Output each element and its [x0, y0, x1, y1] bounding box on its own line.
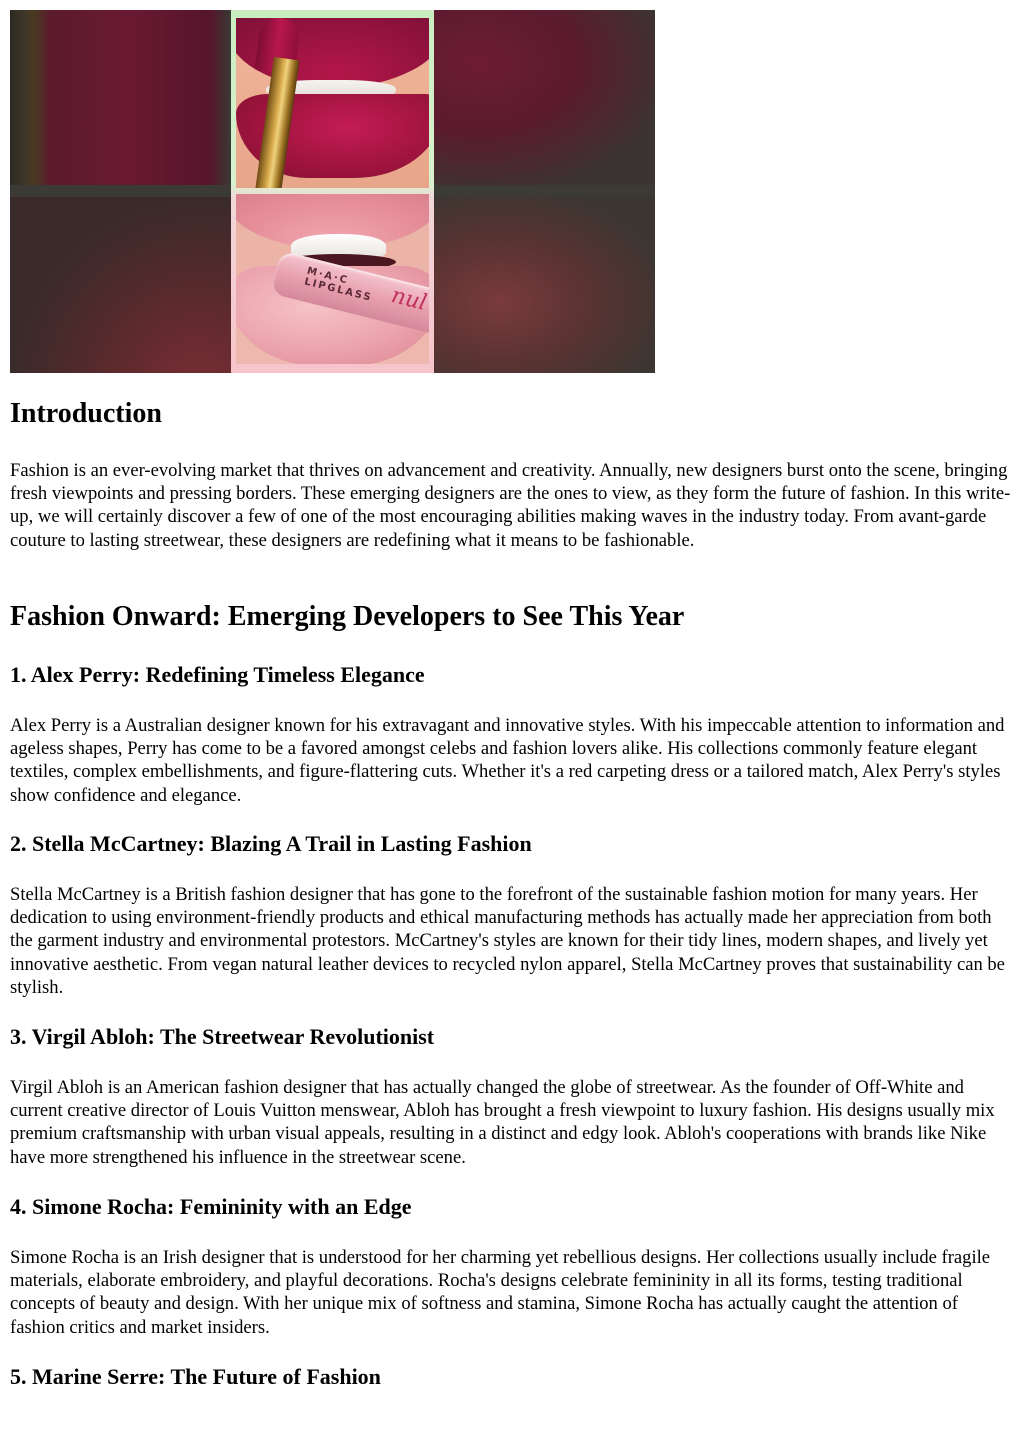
collage-right-panel [434, 10, 655, 373]
introduction-paragraph: Fashion is an ever-evolving market that thrives on advancement and creativity. Annually, new designers burst onto the scene, bringing fresh viewpoints and pressing borders. These emerging designers are the ones to view, as they form the future of fashion. In this write-up, we will certainly discover a few of one of the most encouraging abilities making waves in the industry today. From avant-garde couture to lasting streetwear, these designers are redefining what it means to be fashionable. [10, 460, 1011, 551]
lipgloss-script-text: nul [388, 283, 429, 316]
collage-center-panel [231, 10, 434, 373]
designer-2-paragraph: Stella McCartney is a British fashion designer that has gone to the forefront of the sustainable fashion motion for many years. Her dedication to using environment-friendly products and ethical manufacturing methods has actually made her appreciation from both the garment industry and environmental protestors. McCartney's styles are known for their tidy lines, modern shapes, and lively yet innovative aesthetic. From vegan natural leather devices to recycled nylon apparel, Stella McCartney proves that sustainability can be stylish. [10, 884, 1005, 998]
designer-1-heading: 1. Alex Perry: Redefining Timeless Elegance [10, 662, 425, 687]
collage-left-panel [10, 10, 231, 373]
article-page [10, 10, 1014, 1389]
lips-collage-image [10, 10, 655, 373]
lipgloss-photo [236, 194, 429, 364]
lipstick-photo [236, 18, 429, 188]
introduction-heading: Introduction [10, 398, 162, 429]
designer-3-paragraph: Virgil Abloh is an American fashion designer that has actually changed the globe of streetwear. As the founder of Off-White and current creative director of Louis Vuitton menswear, Abloh has brought a fresh viewpoint to luxury fashion. His designs usually mix premium craftsmanship with urban visual appeals, resulting in a distinct and edgy look. Abloh's cooperations with brands like Nike have more strengthened his influence in the streetwear scene. [10, 1077, 995, 1168]
designer-5-heading: 5. Marine Serre: The Future of Fashion [10, 1364, 381, 1389]
lipgloss-brand-text: M·A·C LIPGLASS [303, 265, 374, 304]
designer-1-paragraph: Alex Perry is a Australian designer known for his extravagant and innovative styles. With his impeccable attention to information and ageless shapes, Perry has come to be a favored amongst celebs and fashion lovers alike. His collections commonly feature elegant textiles, complex embellishments, and figure-flattering cuts. Whether it's a red carpeting dress or a tailored match, Alex Perry's styles show confidence and elegance. [10, 715, 1005, 806]
designer-4-heading: 4. Simone Rocha: Femininity with an Edge [10, 1194, 412, 1219]
designer-4-paragraph: Simone Rocha is an Irish designer that is understood for her charming yet rebellious designs. Her collections usually include fragile materials, elaborate embroidery, and playful decorations. Rocha's designs celebrate femininity in all its forms, testing traditional concepts of beauty and design. With her unique mix of softness and stamina, Simone Rocha has actually caught the attention of fashion critics and market insiders. [10, 1247, 991, 1338]
designer-2-heading: 2. Stella McCartney: Blazing A Trail in Lasting Fashion [10, 831, 532, 856]
main-section-heading: Fashion Onward: Emerging Developers to See This Year [10, 601, 685, 632]
designer-3-heading: 3. Virgil Abloh: The Streetwear Revolutionist [10, 1024, 435, 1049]
